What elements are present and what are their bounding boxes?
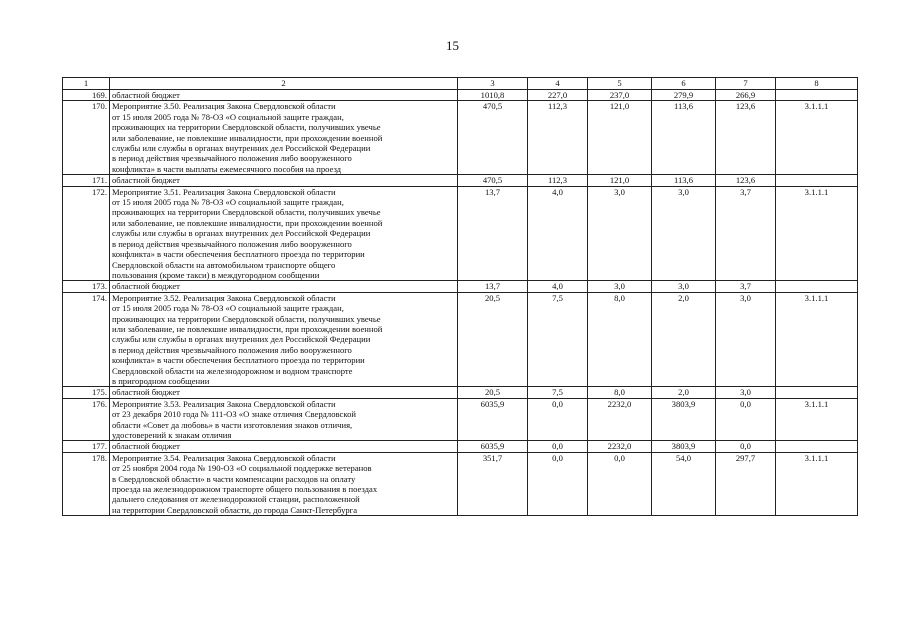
description-line: Мероприятие 3.50. Реализация Закона Свердловской области [112, 101, 336, 112]
page-number: 15 [446, 38, 459, 53]
table-row [63, 175, 858, 186]
description-line: на территории Свердловской области, до города Санкт-Петербурга [112, 504, 358, 515]
description-line: областной бюджет [112, 441, 180, 452]
value-col-6: 54,0 [652, 452, 716, 515]
value-col-4: 0,0 [528, 452, 588, 515]
description-line: или заболевание, не повлекшие инвалидности, при прохождении военной [112, 323, 383, 334]
header-cell: 2 [110, 78, 458, 90]
value-col-4: 0,0 [528, 441, 588, 452]
description-line: службы или службы в органах внутренних дел Российской Федерации [112, 228, 371, 239]
table-row [63, 281, 858, 292]
table-row [63, 90, 858, 101]
value-col-6: 3803,9 [652, 441, 716, 452]
value-col-5: 8,0 [588, 387, 652, 398]
description-line: в пригородном сообщении [112, 375, 210, 386]
value-col-6: 2,0 [652, 387, 716, 398]
value-col-6: 3803,9 [652, 398, 716, 441]
value-col-7: 3,7 [716, 281, 776, 292]
value-col-7: 0,0 [716, 398, 776, 441]
target-code [776, 387, 858, 398]
value-col-6: 279,9 [652, 90, 716, 101]
description-line: или заболевание, не повлекшие инвалидности, при прохождении военной [112, 217, 383, 228]
value-col-6: 2,0 [652, 292, 716, 387]
row-number: 174. [63, 292, 110, 387]
target-code: 3.1.1.1 [776, 186, 858, 281]
value-total: 13,7 [458, 281, 528, 292]
row-number: 172. [63, 186, 110, 281]
value-total: 470,5 [458, 175, 528, 186]
value-col-4: 112,3 [528, 101, 588, 175]
description-line: проживающих на территории Свердловской области, получивших увечье [112, 313, 381, 324]
row-description [110, 292, 458, 387]
value-total: 20,5 [458, 387, 528, 398]
description-line: областной бюджет [112, 90, 180, 100]
description-line: в период действия чрезвычайного положения либо вооруженного [112, 238, 352, 249]
value-col-6: 3,0 [652, 186, 716, 281]
row-description [110, 398, 458, 441]
header-cell: 3 [458, 78, 528, 90]
table-body [63, 90, 858, 516]
description-line: в период действия чрезвычайного положения либо вооруженного [112, 153, 352, 164]
value-col-5: 2232,0 [588, 441, 652, 452]
value-col-6: 113,6 [652, 175, 716, 186]
table-row [63, 398, 858, 441]
description-line: проживающих на территории Свердловской области, получивших увечье [112, 207, 381, 218]
target-code [776, 281, 858, 292]
value-col-5: 3,0 [588, 281, 652, 292]
value-col-4: 227,0 [528, 90, 588, 101]
description-line: Свердловской области на железнодорожном и водном транспорте [112, 365, 353, 376]
table-row [63, 101, 858, 175]
budget-table [62, 77, 858, 516]
row-description [110, 387, 458, 398]
value-col-4: 112,3 [528, 175, 588, 186]
header-row [63, 78, 858, 90]
value-col-7: 0,0 [716, 441, 776, 452]
value-col-4: 4,0 [528, 281, 588, 292]
value-col-5: 121,0 [588, 175, 652, 186]
description-line: конфликта» в части выплаты ежемесячного пособия на проезд [112, 163, 342, 174]
target-code [776, 441, 858, 452]
description-line: удостоверений к знакам отличия [112, 430, 232, 440]
value-col-4: 7,5 [528, 387, 588, 398]
row-number: 173. [63, 281, 110, 292]
description-line: Мероприятие 3.51. Реализация Закона Свердловской области [112, 186, 336, 197]
target-code [776, 90, 858, 101]
target-code [776, 175, 858, 186]
value-col-4: 7,5 [528, 292, 588, 387]
value-total: 351,7 [458, 452, 528, 515]
description-line: от 25 ноября 2004 года № 190-ОЗ «О социальной поддержке ветеранов [112, 463, 372, 474]
target-code: 3.1.1.1 [776, 292, 858, 387]
description-line: конфликта» в части обеспечения бесплатного проезда по территории [112, 249, 365, 260]
row-description [110, 186, 458, 281]
row-number: 178. [63, 452, 110, 515]
value-total: 6035,9 [458, 441, 528, 452]
header-cell: 6 [652, 78, 716, 90]
target-code: 3.1.1.1 [776, 398, 858, 441]
value-col-6: 3,0 [652, 281, 716, 292]
row-number: 176. [63, 398, 110, 441]
description-line: от 15 июля 2005 года № 78-ОЗ «О социальной защите граждан, [112, 303, 344, 314]
row-number: 177. [63, 441, 110, 452]
row-number: 171. [63, 175, 110, 186]
table-row [63, 387, 858, 398]
value-col-7: 3,0 [716, 387, 776, 398]
description-line: Свердловской области на автомобильном транспорте общего [112, 259, 336, 270]
header-cell: 4 [528, 78, 588, 90]
value-col-7: 123,6 [716, 101, 776, 175]
description-line: Мероприятие 3.52. Реализация Закона Свердловской области [112, 292, 336, 303]
description-line: от 15 июля 2005 года № 78-ОЗ «О социальной защите граждан, [112, 197, 344, 208]
description-line: в Свердловской области» в части компенсации расходов на оплату [112, 473, 356, 484]
header-cell: 7 [716, 78, 776, 90]
value-col-7: 297,7 [716, 452, 776, 515]
table-row [63, 292, 858, 387]
header-cell: 5 [588, 78, 652, 90]
value-col-5: 3,0 [588, 186, 652, 281]
value-col-5: 121,0 [588, 101, 652, 175]
value-col-4: 4,0 [528, 186, 588, 281]
value-col-5: 0,0 [588, 452, 652, 515]
value-col-7: 3,0 [716, 292, 776, 387]
target-code: 3.1.1.1 [776, 101, 858, 175]
value-col-5: 237,0 [588, 90, 652, 101]
table-row [63, 452, 858, 515]
value-col-5: 8,0 [588, 292, 652, 387]
value-col-7: 123,6 [716, 175, 776, 186]
value-col-5: 2232,0 [588, 398, 652, 441]
value-total: 13,7 [458, 186, 528, 281]
row-number: 170. [63, 101, 110, 175]
description-line: проезда на железнодорожном транспорте общего пользования в поездах [112, 484, 378, 495]
description-line: областной бюджет [112, 175, 180, 186]
row-description [110, 175, 458, 186]
header-cell: 1 [63, 78, 110, 90]
description-line: областной бюджет [112, 387, 180, 398]
row-description [110, 101, 458, 175]
description-line: дальнего следования от железнодорожной станции, расположенной [112, 494, 360, 505]
description-line: Мероприятие 3.53. Реализация Закона Свердловской области [112, 398, 336, 409]
row-description [110, 90, 458, 101]
description-line: в период действия чрезвычайного положения либо вооруженного [112, 344, 352, 355]
value-total: 6035,9 [458, 398, 528, 441]
description-line: области «Совет да любовь» в части изготовления знаков отличия, [112, 419, 353, 430]
table-row [63, 186, 858, 281]
value-total: 1010,8 [458, 90, 528, 101]
value-col-6: 113,6 [652, 101, 716, 175]
description-line: пользования (кроме такси) в междугородном сообщении [112, 269, 320, 280]
row-number: 175. [63, 387, 110, 398]
header-cell: 8 [776, 78, 858, 90]
target-code: 3.1.1.1 [776, 452, 858, 515]
row-description [110, 281, 458, 292]
description-line: проживающих на территории Свердловской области, получивших увечье [112, 122, 381, 133]
value-col-4: 0,0 [528, 398, 588, 441]
description-line: областной бюджет [112, 281, 180, 292]
description-line: от 15 июля 2005 года № 78-ОЗ «О социальной защите граждан, [112, 111, 344, 122]
value-col-7: 266,9 [716, 90, 776, 101]
description-line: от 23 декабря 2010 года № 111-ОЗ «О знаке отличия Свердловской [112, 409, 356, 420]
value-col-7: 3,7 [716, 186, 776, 281]
row-description [110, 452, 458, 515]
table-row [63, 441, 858, 452]
description-line: или заболевание, не повлекшие инвалидности, при прохождении военной [112, 132, 383, 143]
row-number: 169. [63, 90, 110, 101]
row-description [110, 441, 458, 452]
value-total: 20,5 [458, 292, 528, 387]
description-line: службы или службы в органах внутренних дел Российской Федерации [112, 143, 371, 154]
value-total: 470,5 [458, 101, 528, 175]
description-line: конфликта» в части обеспечения бесплатного проезда по территории [112, 355, 365, 366]
description-line: Мероприятие 3.54. Реализация Закона Свердловской области [112, 452, 336, 463]
description-line: службы или службы в органах внутренних дел Российской Федерации [112, 334, 371, 345]
